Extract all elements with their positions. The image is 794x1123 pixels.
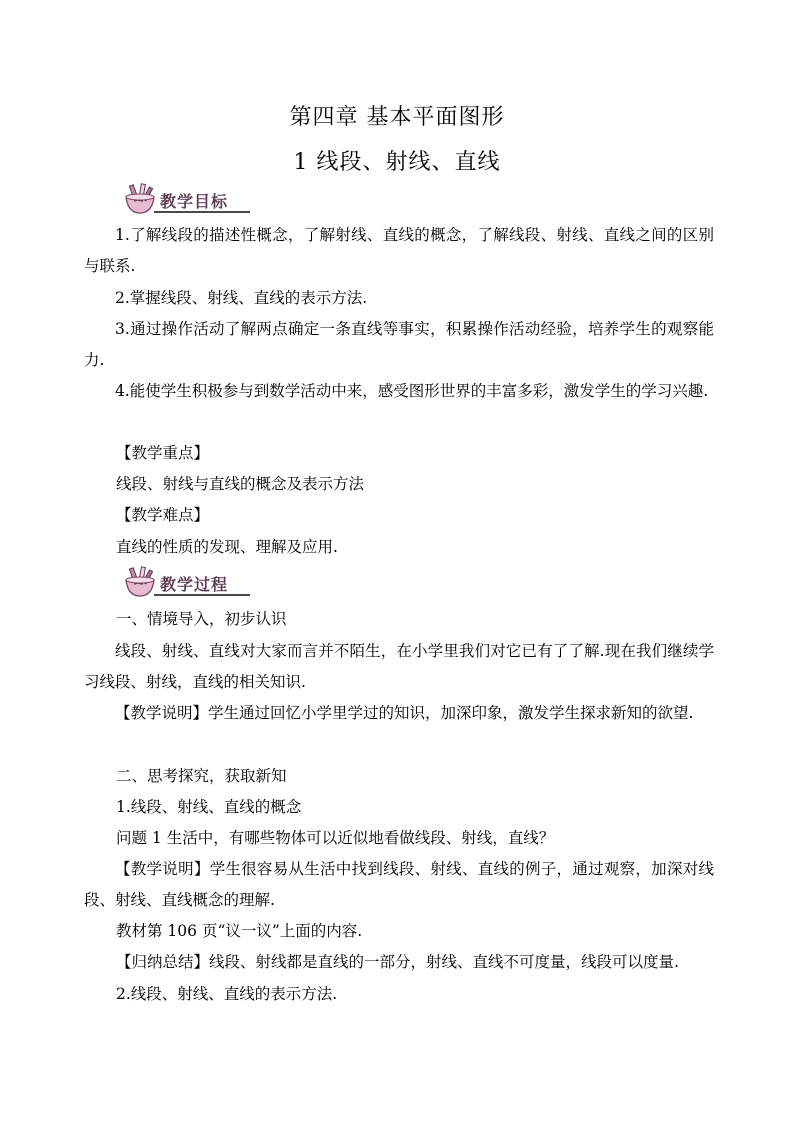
heading-underline xyxy=(154,211,250,213)
objective-item-4: 4.能使学生积极参与到数学活动中来，感受图形世界的丰富多彩，激发学生的学习兴趣. xyxy=(115,382,709,400)
objectives-heading: 教学目标 xyxy=(160,192,229,211)
key-points-text: 线段、射线与直线的概念及表示方法 xyxy=(116,475,365,493)
difficult-points-text: 直线的性质的发现、理解及应用. xyxy=(116,538,338,556)
heading-underline xyxy=(154,594,250,596)
part1-teaching-note: 【教学说明】学生通过回忆小学里学过的知识，加深印象，激发学生探求新知的欲望. xyxy=(115,704,694,722)
section-title: 1 线段、射线、直线 xyxy=(293,150,501,175)
part1-title: 一、情境导入，初步认识 xyxy=(116,610,287,628)
difficult-points-heading: 【教学难点】 xyxy=(116,506,210,524)
part2-title: 二、思考探究，获取新知 xyxy=(116,767,287,785)
process-heading: 教学过程 xyxy=(160,575,229,594)
part1-paragraph: 线段、射线、直线对大家而言并不陌生，在小学里我们对它已有了了解.现在我们继续学习线段、射线，直线的相关知识. xyxy=(84,642,714,691)
objective-item-2: 2.掌握线段、射线、直线的表示方法. xyxy=(115,289,368,307)
key-points-heading: 【教学重点】 xyxy=(116,444,210,462)
part2-textbook-reference: 教材第 106 页“议一议”上面的内容. xyxy=(116,922,363,940)
objective-item-1: 1.了解线段的描述性概念，了解射线、直线的概念，了解线段、射线、直线之间的区别与联系. xyxy=(84,226,714,275)
process-heading-badge xyxy=(120,566,250,600)
part2-subheading-2: 2.线段、射线、直线的表示方法. xyxy=(116,985,338,1003)
part2-teaching-note: 【教学说明】学生很容易从生活中找到线段、射线、直线的例子，通过观察，加深对线段、射线、直线概念的理解. xyxy=(84,860,714,909)
chapter-title: 第四章 基本平面图形 xyxy=(289,105,505,130)
objective-item-3: 3.通过操作活动了解两点确定一条直线等事实，积累操作活动经验，培养学生的观察能力. xyxy=(84,320,714,369)
part2-summary: 【归纳总结】线段、射线都是直线的一部分，射线、直线不可度量，线段可以度量. xyxy=(116,953,679,971)
part2-subheading-1: 1.线段、射线、直线的概念 xyxy=(116,798,302,816)
part2-question: 问题 1 生活中，有哪些物体可以近似地看做线段、射线，直线？ xyxy=(116,829,555,847)
objectives-heading-badge xyxy=(120,183,250,217)
